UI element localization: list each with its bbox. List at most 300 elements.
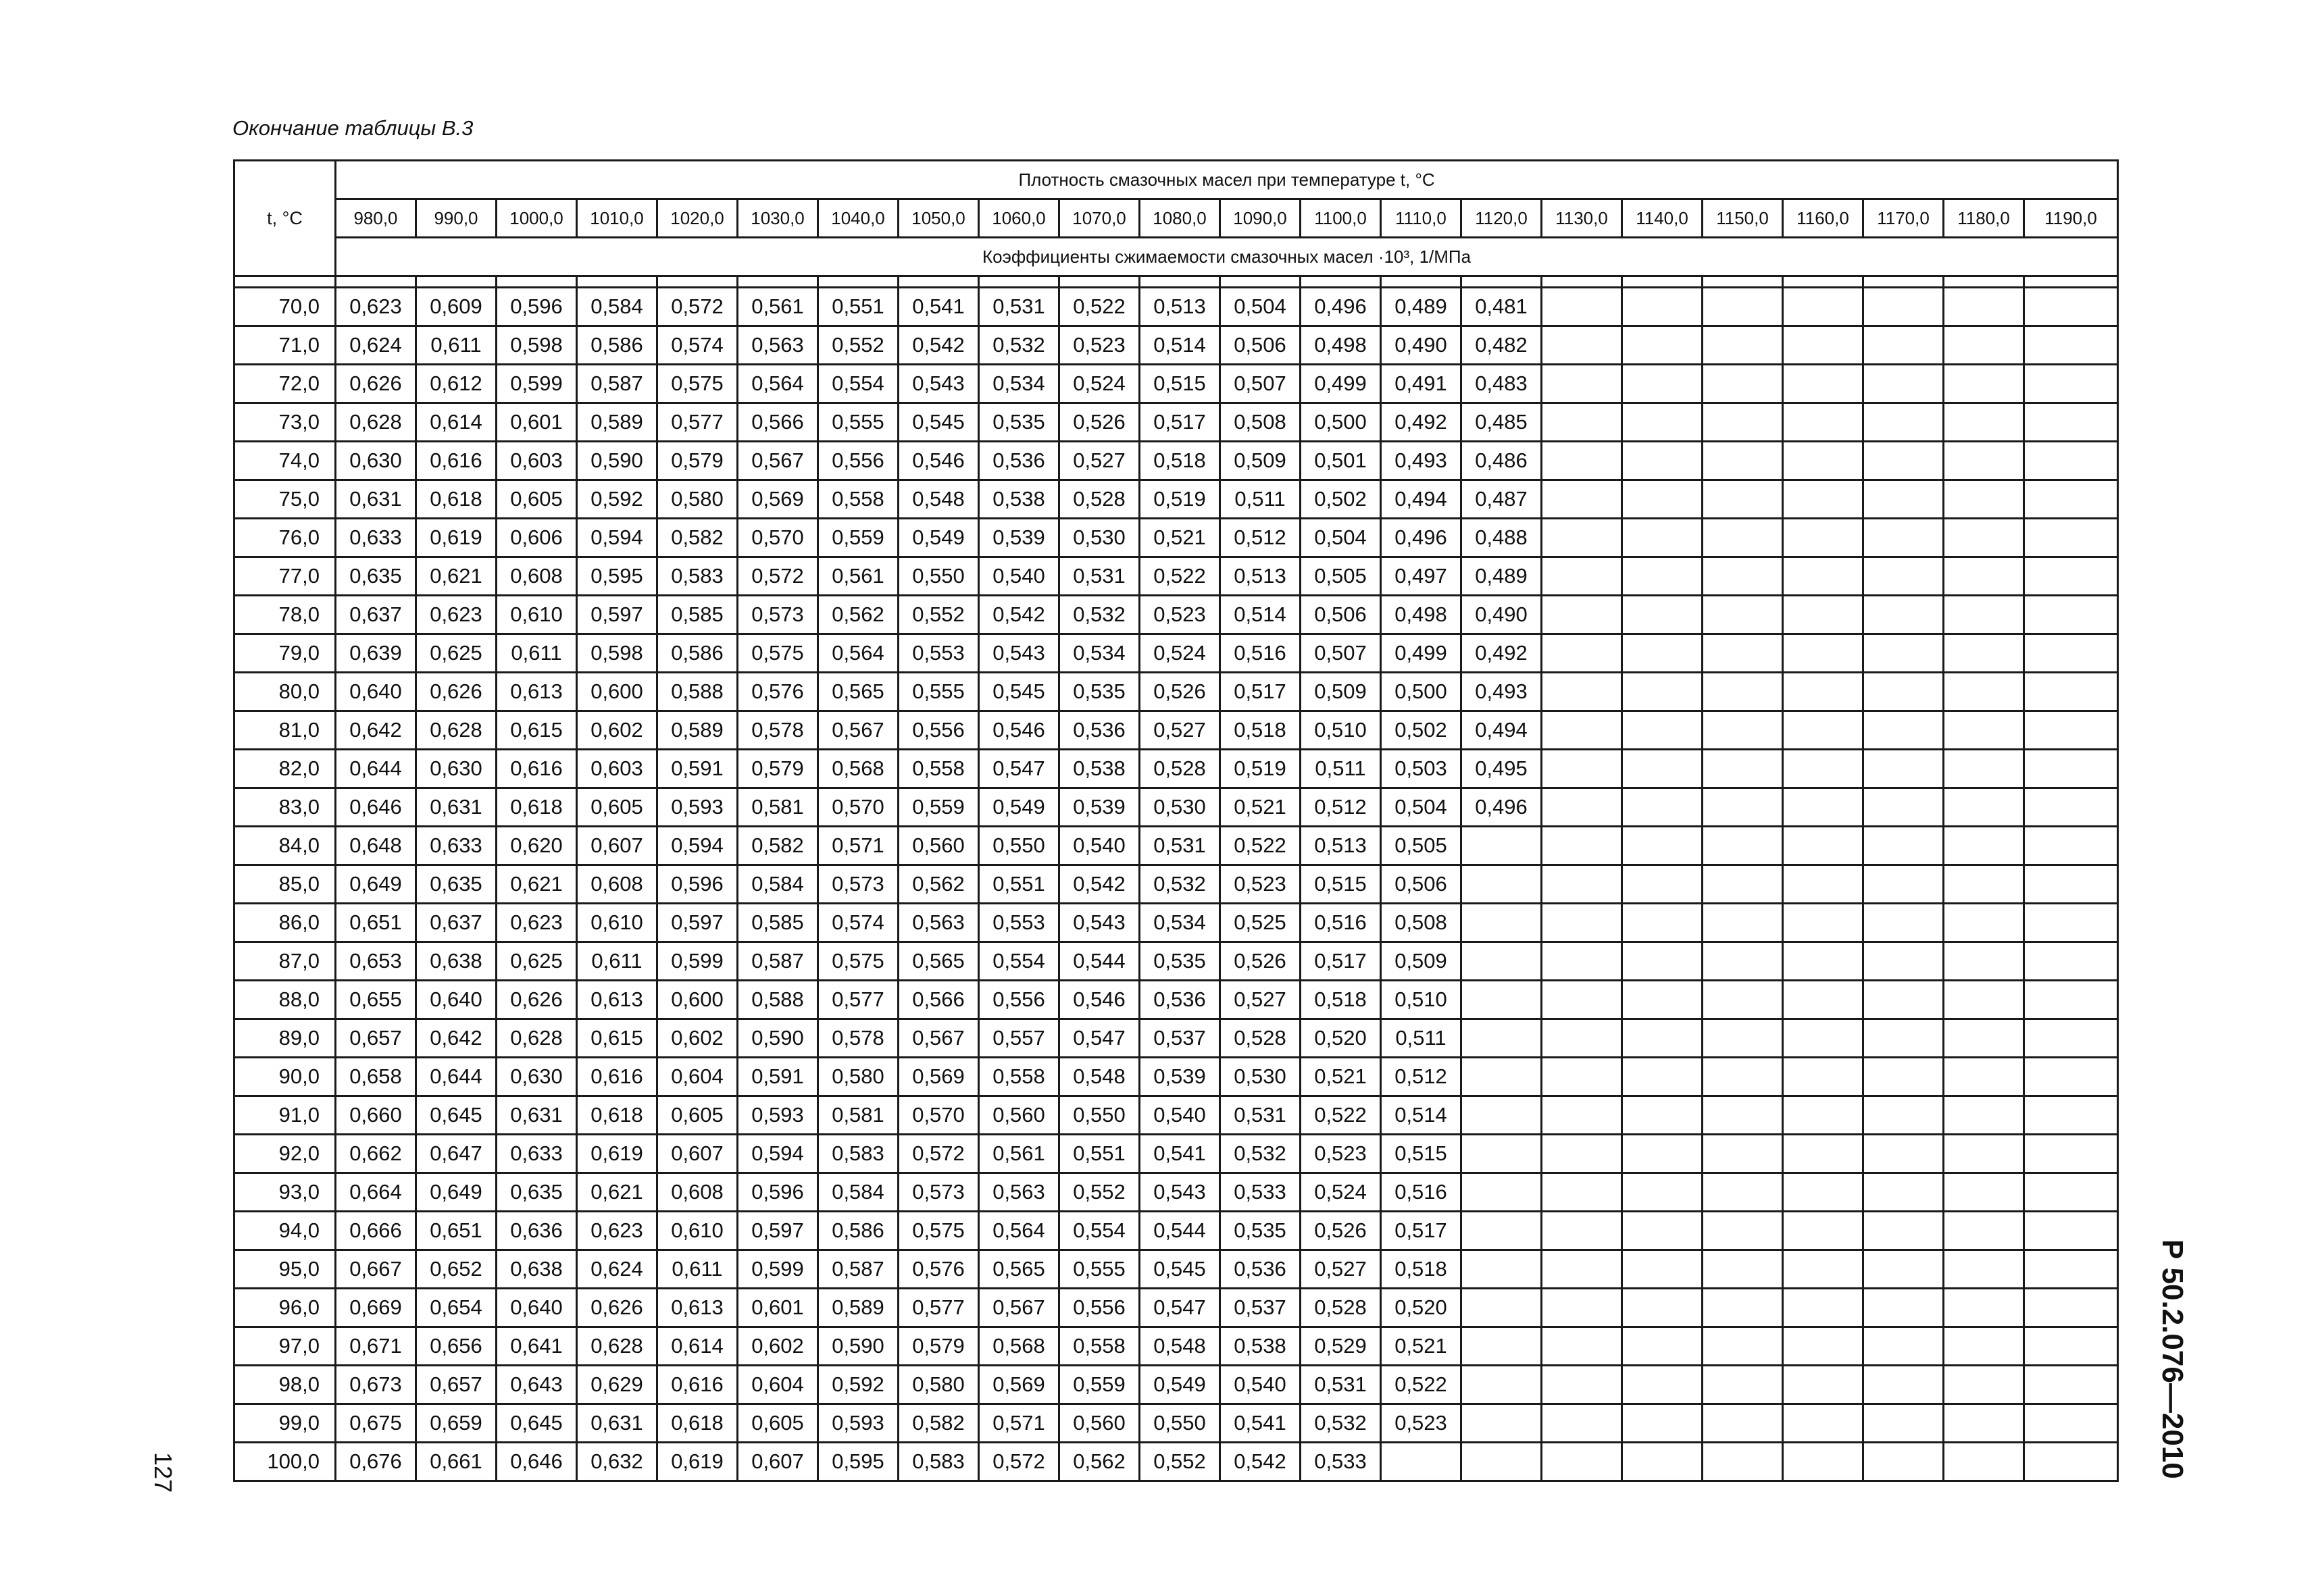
temperature-cell: 82,0 [234,750,336,788]
coefficient-cell: 0,557 [979,1019,1059,1058]
coefficient-cell: 0,555 [818,403,899,442]
coefficient-cell: 0,637 [416,904,497,942]
coefficient-cell: 0,517 [1381,1212,1461,1250]
coefficient-cell: 0,518 [1220,711,1301,750]
coefficient-cell: 0,507 [1301,634,1381,673]
coefficient-cell: 0,505 [1381,827,1461,865]
coefficient-cell: 0,574 [657,326,738,365]
coefficient-cell: 0,504 [1220,288,1301,326]
coefficient-cell: 0,559 [899,788,979,827]
coefficient-cell [2024,1327,2118,1366]
density-header-cell: 990,0 [416,199,497,238]
coefficient-cell: 0,489 [1461,557,1542,596]
coefficient-cell [1461,1173,1542,1212]
coefficient-cell: 0,633 [416,827,497,865]
coefficient-cell: 0,626 [336,365,416,403]
coefficient-cell [1461,1327,1542,1366]
coefficient-cell [1703,1250,1783,1289]
coefficient-cell: 0,561 [979,1135,1059,1173]
coefficient-cell: 0,609 [416,288,497,326]
coefficient-cell: 0,544 [1140,1212,1220,1250]
coefficient-cell: 0,552 [1140,1443,1220,1481]
coefficient-cell: 0,524 [1140,634,1220,673]
coefficient-cell: 0,583 [899,1443,979,1481]
coefficient-cell [1622,1443,1703,1481]
coefficient-cell: 0,548 [1140,1327,1220,1366]
coefficient-cell: 0,538 [1059,750,1140,788]
density-header-cell: 1080,0 [1140,199,1220,238]
coefficient-cell: 0,509 [1301,673,1381,711]
coefficient-cell [1622,1058,1703,1096]
compressibility-table [233,159,2119,1482]
coefficient-cell [1461,1019,1542,1058]
coefficient-cell [1863,480,1944,519]
table-row [234,326,2118,365]
coefficient-cell: 0,526 [1301,1212,1381,1250]
coefficient-cell: 0,528 [1140,750,1220,788]
coefficient-cell: 0,515 [1381,1135,1461,1173]
coefficient-cell [1703,519,1783,557]
coefficient-cell [1703,711,1783,750]
coefficient-cell [1863,557,1944,596]
coefficient-cell: 0,655 [336,981,416,1019]
coefficient-cell: 0,642 [416,1019,497,1058]
coefficient-cell [1783,1096,1863,1135]
coefficient-cell [1542,1019,1622,1058]
coefficient-cell: 0,572 [979,1443,1059,1481]
coefficient-cell [1783,557,1863,596]
density-title: Плотность смазочных масел при температуре t, °C [336,161,2118,199]
coefficient-cell: 0,520 [1301,1019,1381,1058]
coefficient-cell: 0,522 [1220,827,1301,865]
coefficient-cell [2024,326,2118,365]
coefficient-cell [1542,442,1622,480]
page-number: 127 [149,1452,177,1493]
coefficient-cell [1863,288,1944,326]
coefficient-cell [1703,1096,1783,1135]
temperature-cell: 83,0 [234,788,336,827]
coefficient-cell: 0,532 [1059,596,1140,634]
coefficient-cell: 0,636 [497,1212,577,1250]
coefficient-cell [1461,942,1542,981]
coefficient-cell: 0,531 [1059,557,1140,596]
coefficient-cell [1783,1366,1863,1404]
coefficient-cell: 0,542 [1220,1443,1301,1481]
coefficient-cell [1461,1096,1542,1135]
coefficient-cell: 0,623 [336,288,416,326]
coefficient-cell: 0,558 [979,1058,1059,1096]
temperature-cell: 100,0 [234,1443,336,1481]
coefficient-cell [1703,403,1783,442]
density-header-cell: 1030,0 [738,199,818,238]
temperature-cell: 76,0 [234,519,336,557]
coefficient-cell [2024,557,2118,596]
coefficient-cell: 0,595 [577,557,657,596]
coefficient-cell: 0,550 [899,557,979,596]
coefficient-cell: 0,581 [738,788,818,827]
coefficient-cell [2024,1404,2118,1443]
coefficient-cell: 0,547 [1059,1019,1140,1058]
coefficient-cell [1542,1366,1622,1404]
coefficient-cell: 0,527 [1220,981,1301,1019]
coefficient-cell: 0,522 [1381,1366,1461,1404]
coefficient-cell: 0,611 [577,942,657,981]
coefficient-cell: 0,571 [979,1404,1059,1443]
coefficient-cell [1783,365,1863,403]
coefficient-cell: 0,558 [1059,1327,1140,1366]
coefficient-cell: 0,553 [899,634,979,673]
coefficient-cell [1944,981,2024,1019]
coefficient-cell [1622,480,1703,519]
coefficient-cell: 0,521 [1381,1327,1461,1366]
temperature-cell: 91,0 [234,1096,336,1135]
coefficient-cell [1944,1327,2024,1366]
coefficient-cell: 0,520 [1381,1289,1461,1327]
temperature-cell: 81,0 [234,711,336,750]
coefficient-cell [1944,1250,2024,1289]
temperature-cell: 88,0 [234,981,336,1019]
coefficient-cell: 0,516 [1301,904,1381,942]
coefficient-cell: 0,538 [979,480,1059,519]
temperature-cell: 89,0 [234,1019,336,1058]
coefficient-cell: 0,610 [497,596,577,634]
coefficient-cell [1542,1135,1622,1173]
coefficient-cell: 0,489 [1381,288,1461,326]
coefficient-cell: 0,598 [577,634,657,673]
density-header-cell: 1050,0 [899,199,979,238]
coefficient-cell: 0,590 [577,442,657,480]
coefficient-cell: 0,515 [1140,365,1220,403]
coefficient-cell: 0,671 [336,1327,416,1366]
coefficient-cell [1944,1019,2024,1058]
coefficient-cell: 0,527 [1301,1250,1381,1289]
temperature-cell: 78,0 [234,596,336,634]
coefficient-cell: 0,652 [416,1250,497,1289]
coefficient-cell: 0,498 [1381,596,1461,634]
coefficient-cell: 0,601 [738,1289,818,1327]
coefficient-cell: 0,587 [577,365,657,403]
coefficient-cell [1863,1058,1944,1096]
coefficient-cell: 0,551 [818,288,899,326]
coefficient-cell [1622,1404,1703,1443]
coefficient-cell: 0,556 [818,442,899,480]
coefficient-cell [2024,865,2118,904]
coefficient-cell: 0,629 [577,1366,657,1404]
coefficient-cell: 0,576 [738,673,818,711]
coefficient-cell [1783,519,1863,557]
coefficient-cell [1703,596,1783,634]
coefficient-cell: 0,611 [416,326,497,365]
coefficient-cell [1622,403,1703,442]
coefficient-cell: 0,649 [416,1173,497,1212]
table-row [234,557,2118,596]
coefficient-cell: 0,539 [1140,1058,1220,1096]
coefficient-cell [1863,1096,1944,1135]
coefficient-cell: 0,502 [1301,480,1381,519]
coefficient-cell: 0,513 [1301,827,1381,865]
coefficient-cell: 0,539 [979,519,1059,557]
coefficient-cell: 0,499 [1381,634,1461,673]
coefficient-cell: 0,536 [1220,1250,1301,1289]
coefficient-cell [1863,904,1944,942]
coefficient-cell: 0,535 [979,403,1059,442]
coefficient-cell: 0,586 [818,1212,899,1250]
coefficient-cell [1863,1443,1944,1481]
coefficient-cell: 0,490 [1381,326,1461,365]
coefficient-cell [1944,1173,2024,1212]
coefficient-cell: 0,616 [577,1058,657,1096]
coefficient-cell [1783,865,1863,904]
coefficient-cell [1944,1058,2024,1096]
coefficient-cell: 0,576 [899,1250,979,1289]
density-header-cell: 1060,0 [979,199,1059,238]
coefficient-cell [1461,1250,1542,1289]
table-row [234,1135,2118,1173]
temperature-cell: 72,0 [234,365,336,403]
table-row [234,480,2118,519]
coefficient-cell [1863,1250,1944,1289]
coefficient-cell [1703,1327,1783,1366]
coefficient-cell [1783,711,1863,750]
coefficient-cell: 0,534 [979,365,1059,403]
coefficient-cell [1703,827,1783,865]
coefficient-cell [1622,1327,1703,1366]
coefficient-cell: 0,567 [818,711,899,750]
temperature-header: t, °C [234,161,336,276]
density-header-cell: 1170,0 [1863,199,1944,238]
coefficient-cell: 0,512 [1220,519,1301,557]
coefficient-cell [1783,904,1863,942]
coefficient-cell [1622,326,1703,365]
coefficient-cell: 0,493 [1381,442,1461,480]
coefficient-cell: 0,536 [1059,711,1140,750]
coefficient-cell: 0,561 [738,288,818,326]
table-row [234,634,2118,673]
coefficient-cell: 0,583 [818,1135,899,1173]
coefficient-cell: 0,620 [497,827,577,865]
coefficient-cell [1944,634,2024,673]
coefficient-cell: 0,553 [979,904,1059,942]
coefficient-cell: 0,502 [1381,711,1461,750]
spacer-cell [1703,276,1783,288]
coefficient-cell: 0,631 [416,788,497,827]
table-row [234,942,2118,981]
coefficient-cell: 0,531 [1140,827,1220,865]
coefficient-cell: 0,618 [657,1404,738,1443]
coefficient-cell: 0,644 [336,750,416,788]
spacer-cell [1381,276,1461,288]
coefficient-cell: 0,573 [899,1173,979,1212]
coefficient-cell [1783,942,1863,981]
coefficient-cell [1863,403,1944,442]
coefficient-cell: 0,556 [979,981,1059,1019]
spacer-cell [1622,276,1703,288]
coefficient-cell: 0,633 [497,1135,577,1173]
coefficient-cell: 0,584 [818,1173,899,1212]
coefficient-cell: 0,549 [1140,1366,1220,1404]
coefficient-cell [1542,1096,1622,1135]
coefficient-cell: 0,640 [416,981,497,1019]
coefficient-cell: 0,511 [1220,480,1301,519]
coefficient-cell [2024,981,2118,1019]
coefficient-cell [1703,981,1783,1019]
coefficient-cell: 0,531 [979,288,1059,326]
coefficient-cell: 0,597 [577,596,657,634]
coefficient-cell: 0,613 [497,673,577,711]
coefficient-cell: 0,577 [818,981,899,1019]
coefficient-cell [2024,750,2118,788]
coefficient-cell: 0,571 [818,827,899,865]
coefficient-cell: 0,552 [818,326,899,365]
coefficient-cell: 0,640 [336,673,416,711]
coefficient-cell: 0,578 [738,711,818,750]
coefficient-cell: 0,548 [899,480,979,519]
coefficient-cell: 0,506 [1381,865,1461,904]
coefficient-cell [1863,1366,1944,1404]
coefficient-cell [1703,865,1783,904]
coefficient-cell [1944,1096,2024,1135]
density-header-cell: 1130,0 [1542,199,1622,238]
coefficient-cell: 0,523 [1140,596,1220,634]
coefficient-cell [1863,1173,1944,1212]
coefficient-cell: 0,638 [416,942,497,981]
coefficient-cell: 0,570 [738,519,818,557]
coefficient-cell [1703,1173,1783,1212]
coefficient-cell: 0,490 [1461,596,1542,634]
coefficient-cell: 0,608 [657,1173,738,1212]
coefficient-cell: 0,654 [416,1289,497,1327]
coefficient-cell: 0,482 [1461,326,1542,365]
temperature-cell: 71,0 [234,326,336,365]
coefficient-cell: 0,565 [979,1250,1059,1289]
spacer-cell [497,276,577,288]
table-row [234,519,2118,557]
table-row [234,596,2118,634]
coefficient-cell: 0,592 [577,480,657,519]
coefficient-cell [1703,942,1783,981]
coefficient-cell: 0,587 [738,942,818,981]
coefficient-cell: 0,675 [336,1404,416,1443]
table-row [234,673,2118,711]
coefficient-cell: 0,530 [1059,519,1140,557]
coefficient-cell: 0,594 [657,827,738,865]
coefficient-cell [1703,288,1783,326]
coefficient-cell: 0,541 [899,288,979,326]
coefficient-cell: 0,575 [818,942,899,981]
coefficient-cell: 0,579 [657,442,738,480]
coefficient-cell: 0,626 [497,981,577,1019]
coefficient-cell: 0,507 [1220,365,1301,403]
coefficient-cell: 0,506 [1301,596,1381,634]
coefficient-cell: 0,599 [657,942,738,981]
table-row [234,1212,2118,1250]
coefficient-cell: 0,564 [818,634,899,673]
density-header-cell: 1090,0 [1220,199,1301,238]
coefficient-cell: 0,483 [1461,365,1542,403]
coefficient-cell [1783,750,1863,788]
coefficient-cell: 0,572 [738,557,818,596]
coefficient-cell: 0,548 [1059,1058,1140,1096]
coefficient-cell: 0,594 [577,519,657,557]
coefficient-cell: 0,536 [1140,981,1220,1019]
coefficient-cell: 0,519 [1140,480,1220,519]
coefficient-cell [1944,673,2024,711]
coefficient-cell: 0,545 [979,673,1059,711]
coefficient-cell: 0,646 [336,788,416,827]
coefficient-cell [1863,519,1944,557]
coefficient-cell: 0,554 [818,365,899,403]
coefficient-cell: 0,518 [1301,981,1381,1019]
coefficient-cell: 0,521 [1301,1058,1381,1096]
temperature-cell: 77,0 [234,557,336,596]
coefficient-cell: 0,643 [497,1366,577,1404]
coefficient-cell: 0,523 [1059,326,1140,365]
coefficient-cell: 0,621 [577,1173,657,1212]
coefficient-cell: 0,519 [1220,750,1301,788]
temperature-cell: 97,0 [234,1327,336,1366]
coefficient-cell [1783,480,1863,519]
coefficient-cell: 0,581 [818,1096,899,1135]
coefficient-cell: 0,499 [1301,365,1381,403]
coefficient-cell: 0,532 [1140,865,1220,904]
coefficient-cell: 0,543 [1140,1173,1220,1212]
coefficient-cell [1622,1096,1703,1135]
coefficient-cell: 0,648 [336,827,416,865]
coefficient-cell: 0,524 [1301,1173,1381,1212]
table-row [234,750,2118,788]
coefficient-cell: 0,577 [899,1289,979,1327]
coefficient-cell [1622,1212,1703,1250]
density-header-cell: 1140,0 [1622,199,1703,238]
coefficient-cell: 0,561 [818,557,899,596]
coefficient-cell: 0,547 [1140,1289,1220,1327]
coefficient-cell [1783,673,1863,711]
coefficient-cell [2024,904,2118,942]
coefficient-cell: 0,628 [336,403,416,442]
coefficient-cell [1622,1289,1703,1327]
coefficient-cell: 0,492 [1381,403,1461,442]
coefficient-cell: 0,591 [657,750,738,788]
coefficient-cell: 0,616 [497,750,577,788]
coefficient-cell [1783,1058,1863,1096]
coefficient-cell: 0,589 [818,1289,899,1327]
coefficient-cell: 0,543 [1059,904,1140,942]
coefficient-cell [1461,1212,1542,1250]
coefficient-cell [2024,288,2118,326]
table-row [234,1366,2118,1404]
coefficient-cell: 0,575 [657,365,738,403]
coefficient-cell [1703,1289,1783,1327]
coefficient-cell [1542,827,1622,865]
coefficient-cell: 0,605 [657,1096,738,1135]
coefficient-cell [1622,788,1703,827]
coefficient-cell: 0,569 [899,1058,979,1096]
coefficient-cell [1783,596,1863,634]
coefficient-cell: 0,602 [657,1019,738,1058]
coefficient-cell: 0,510 [1381,981,1461,1019]
coefficient-cell: 0,563 [899,904,979,942]
coefficient-cell [1622,557,1703,596]
coefficient-cell: 0,556 [1059,1289,1140,1327]
coefficient-cell: 0,597 [738,1212,818,1250]
coefficient-cell [1461,981,1542,1019]
coefficient-cell: 0,512 [1301,788,1381,827]
coefficient-cell: 0,509 [1220,442,1301,480]
coefficient-cell: 0,631 [497,1096,577,1135]
coefficient-cell: 0,542 [899,326,979,365]
coefficient-cell: 0,630 [336,442,416,480]
coefficient-cell: 0,513 [1220,557,1301,596]
